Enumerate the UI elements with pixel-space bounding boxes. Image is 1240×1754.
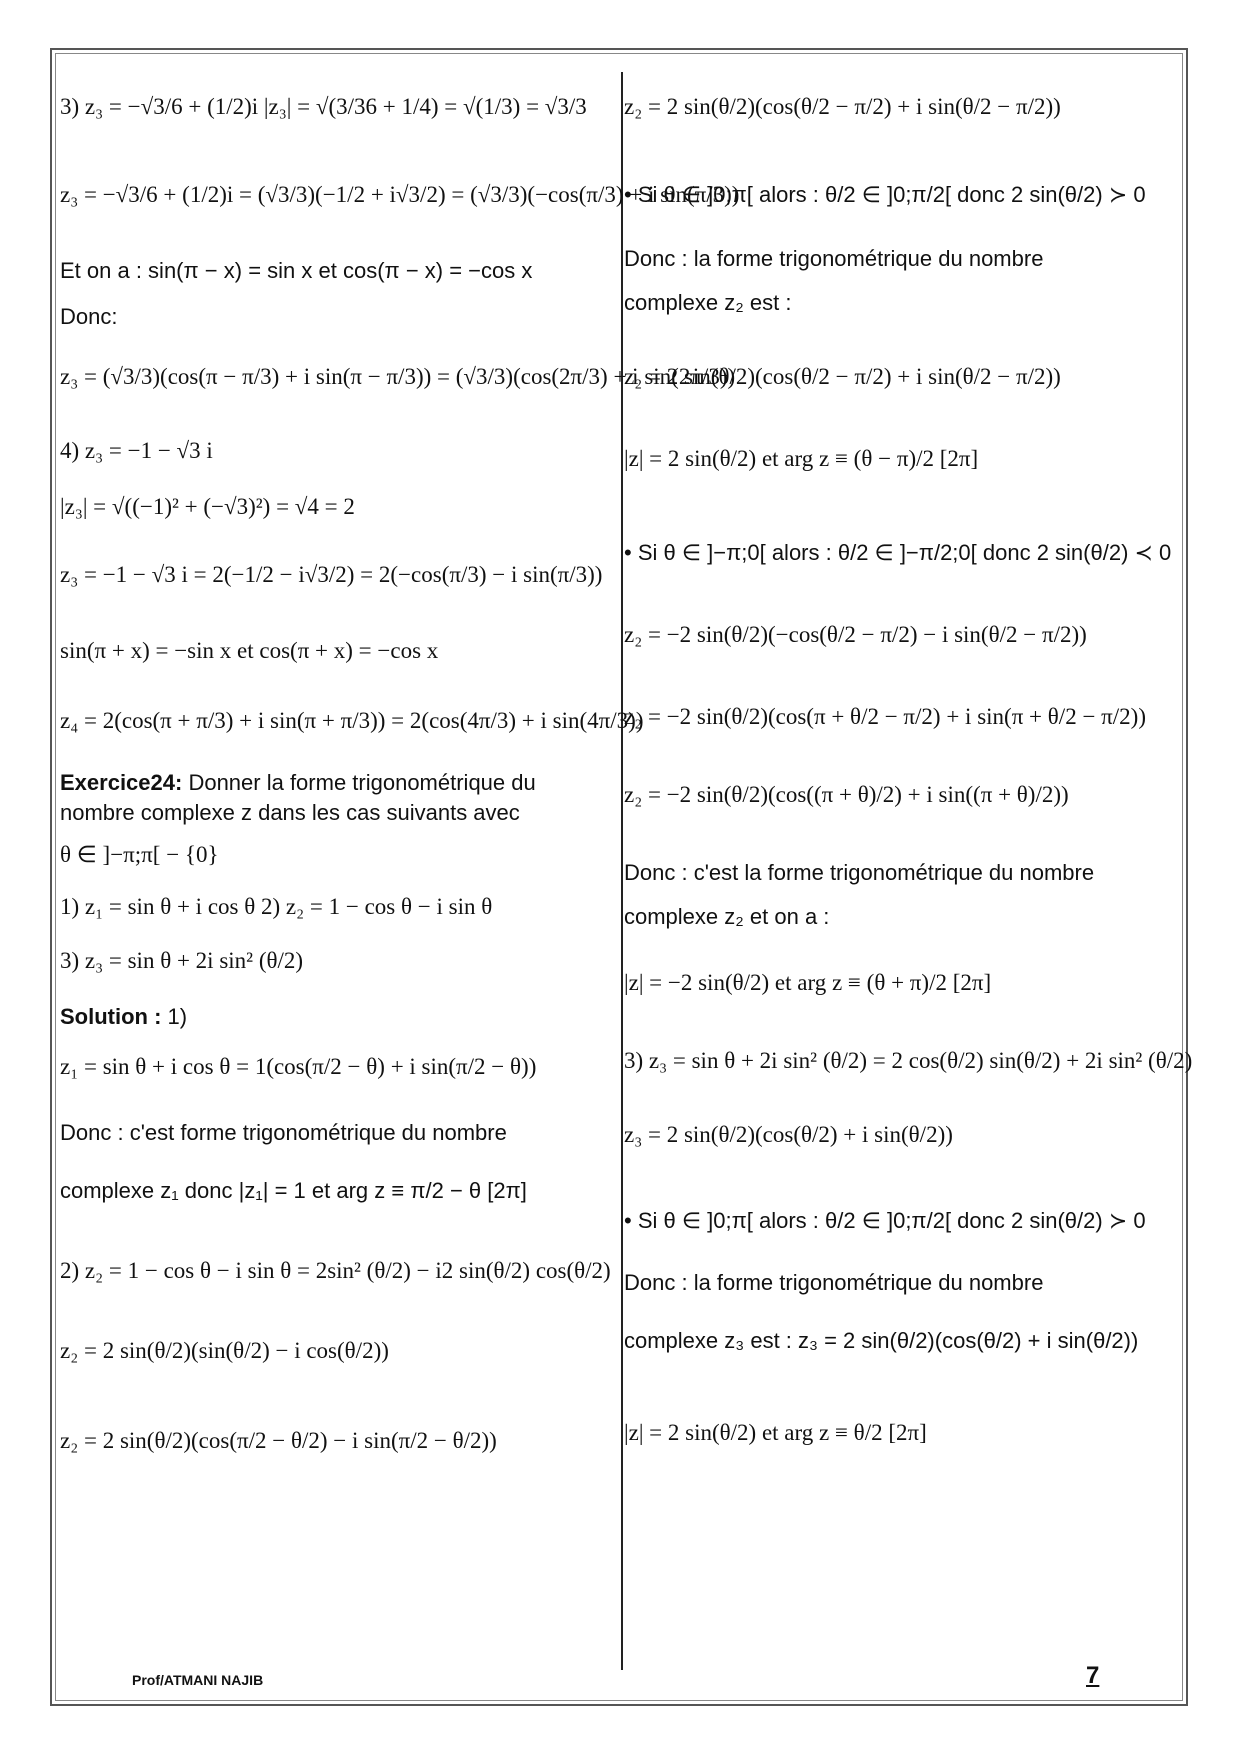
line-text: 3) z₃ = sin θ + 2i sin² (θ/2)	[60, 948, 304, 973]
line-text: Donner la forme trigonométrique du	[182, 770, 536, 795]
line-text: Donc : la forme trigonométrique du nombre	[624, 246, 1044, 271]
line-text: 4) z₃ = −1 − √3 i	[60, 438, 213, 463]
line-text: |z| = 2 sin(θ/2) et arg z ≡ θ/2 [2π]	[624, 1420, 927, 1445]
right-line	[624, 968, 991, 998]
right-line	[624, 180, 1146, 210]
line-text: • Si θ ∈ ]0;π[ alors : θ/2 ∈ ]0;π/2[ donc 2 sin(θ/2) ≻ 0	[624, 1208, 1146, 1233]
line-text: θ ∈ ]−π;π[ − {0}	[60, 842, 219, 867]
right-line	[624, 1206, 1146, 1236]
section-heading: Exercice24:	[60, 770, 183, 795]
right-line	[624, 1046, 1192, 1076]
line-text: |z| = −2 sin(θ/2) et arg z ≡ (θ + π)/2 [2π]	[624, 970, 992, 995]
line-text: complexe z₃ est : z₃ = 2 sin(θ/2)(cos(θ/2) + i sin(θ/2))	[624, 1328, 1139, 1353]
line-text: Et on a : sin(π − x) = sin x et cos(π − x) = −cos x	[60, 258, 533, 283]
line-text: z₂ = 2 sin(θ/2)(cos(π/2 − θ/2) − i sin(π/2 − θ/2))	[60, 1428, 497, 1453]
line-text: complexe z₁ donc |z₁| = 1 et arg z ≡ π/2 − θ [2π]	[60, 1178, 527, 1203]
right-line	[624, 620, 1087, 650]
line-text: z₂ = −2 sin(θ/2)(cos((π + θ)/2) + i sin((π + θ)/2))	[624, 782, 1069, 807]
line-text: Donc : c'est forme trigonométrique du nombre	[60, 1120, 507, 1145]
line-text: z₂ = 2 sin(θ/2)(cos(θ/2 − π/2) + i sin(θ/2 − π/2))	[624, 364, 1061, 389]
right-line	[624, 538, 1171, 568]
line-text: Donc : la forme trigonométrique du nombre	[624, 1270, 1044, 1295]
right-line	[624, 1120, 953, 1150]
line-text: nombre complexe z dans les cas suivants avec	[60, 800, 520, 825]
right-line	[624, 902, 829, 932]
line-text: complexe z₂ et on a :	[624, 904, 830, 929]
line-text: 3) z₃ = sin θ + 2i sin² (θ/2) = 2 cos(θ/2) sin(θ/2) + 2i sin² (θ/2)	[624, 1048, 1193, 1073]
line-text: complexe z₂ est :	[624, 290, 792, 315]
footer-author: Prof/ATMANI NAJIB	[132, 1672, 264, 1688]
line-text: 1) z₁ = sin θ + i cos θ 2) z₂ = 1 − cos θ − i sin θ	[60, 894, 493, 919]
line-text: z₂ = 2 sin(θ/2)(cos(θ/2 − π/2) + i sin(θ/2 − π/2))	[624, 94, 1061, 119]
line-text: z₃ = (√3/3)(cos(π − π/3) + i sin(π − π/3)) = (√3/3)(cos(2π/3) + i sin(2π/3))	[60, 364, 736, 389]
right-line	[624, 288, 792, 318]
page-number: 7	[1086, 1662, 1100, 1689]
right-line	[624, 444, 978, 474]
line-text: |z₃| = √((−1)² + (−√3)²) = √4 = 2	[60, 494, 355, 519]
line-text: 3) z₃ = −√3/6 + (1/2)i |z₃| = √(3/36 + 1/4) = √(1/3) = √3/3	[60, 94, 587, 119]
line-text: • Si θ ∈ ]0;π[ alors : θ/2 ∈ ]0;π/2[ donc 2 sin(θ/2) ≻ 0	[624, 182, 1146, 207]
line-text: sin(π + x) = −sin x et cos(π + x) = −cos x	[60, 638, 439, 663]
right-line	[624, 92, 1061, 122]
right-line	[624, 362, 1061, 392]
line-text: |z| = 2 sin(θ/2) et arg z ≡ (θ − π)/2 [2π]	[624, 446, 979, 471]
line-text: Donc : c'est la forme trigonométrique du nombre	[624, 860, 1095, 885]
line-text: • Si θ ∈ ]−π;0[ alors : θ/2 ∈ ]−π/2;0[ donc 2 sin(θ/2) ≺ 0	[624, 540, 1172, 565]
right-line	[624, 1268, 1043, 1298]
right-line	[624, 244, 1043, 274]
right-line	[624, 702, 1146, 732]
line-text: z₂ = −2 sin(θ/2)(cos(π + θ/2 − π/2) + i sin(π + θ/2 − π/2))	[624, 704, 1146, 729]
line-text: z₂ = 2 sin(θ/2)(sin(θ/2) − i cos(θ/2))	[60, 1338, 389, 1363]
section-heading: Solution :	[60, 1004, 162, 1029]
line-text: 2) z₂ = 1 − cos θ − i sin θ = 2sin² (θ/2) − i2 sin(θ/2) cos(θ/2)	[60, 1258, 611, 1283]
line-text: z₃ = −√3/6 + (1/2)i = (√3/3)(−1/2 + i√3/2) = (√3/3)(−cos(π/3) + i sin(π/3))	[60, 182, 740, 207]
right-line	[624, 1418, 927, 1448]
line-text: z₂ = −2 sin(θ/2)(−cos(θ/2 − π/2) − i sin(θ/2 − π/2))	[624, 622, 1087, 647]
line-text: Donc:	[60, 304, 118, 329]
line-text: z₃ = −1 − √3 i = 2(−1/2 − i√3/2) = 2(−cos(π/3) − i sin(π/3))	[60, 562, 603, 587]
right-line	[624, 1326, 1138, 1356]
line-text: z₁ = sin θ + i cos θ = 1(cos(π/2 − θ) + i sin(π/2 − θ))	[60, 1054, 537, 1079]
line-text: 1)	[161, 1004, 188, 1029]
right-line	[624, 858, 1094, 888]
line-text: z₃ = 2 sin(θ/2)(cos(θ/2) + i sin(θ/2))	[624, 1122, 953, 1147]
line-text: z₄ = 2(cos(π + π/3) + i sin(π + π/3)) = 2(cos(4π/3) + i sin(4π/3))	[60, 708, 644, 733]
right-line	[624, 780, 1069, 810]
